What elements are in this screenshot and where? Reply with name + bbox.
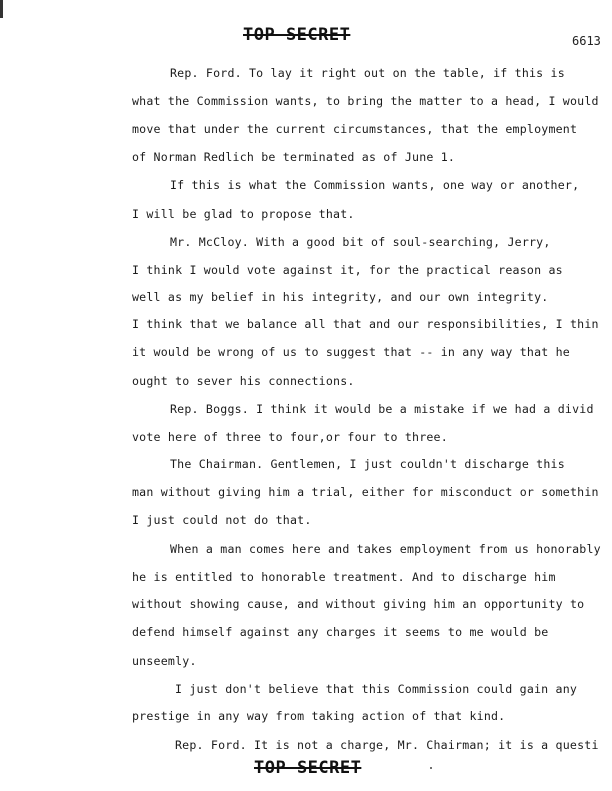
body-line: well as my belief in his integrity, and our own integrity.	[132, 290, 549, 304]
body-line: When a man comes here and takes employment from us honorably	[170, 542, 601, 556]
body-line: Rep. Ford. To lay it right out on the table, if this is	[170, 66, 565, 80]
page-number: 6613	[572, 34, 601, 48]
body-line: ought to sever his connections.	[132, 374, 355, 388]
body-line: what the Commission wants, to bring the matter to a head, I would	[132, 94, 599, 108]
body-line: man without giving him a trial, either for misconduct or somethin	[132, 485, 599, 499]
top-classification-stamp: TOP SECRET	[243, 25, 351, 45]
body-line: he is entitled to honorable treatment. And to discharge him	[132, 570, 556, 584]
body-line: it would be wrong of us to suggest that -- in any way that he	[132, 345, 570, 359]
body-line: move that under the current circumstances, that the employment	[132, 122, 578, 136]
body-line: Rep. Ford. It is not a charge, Mr. Chairman; it is a questi	[175, 738, 599, 752]
body-line: Mr. McCloy. With a good bit of soul-searching, Jerry,	[170, 235, 551, 249]
body-line: defend himself against any charges it seems to me would be	[132, 625, 549, 639]
body-line: I will be glad to propose that.	[132, 207, 355, 221]
body-line: The Chairman. Gentlemen, I just couldn't discharge this	[170, 457, 565, 471]
body-line: I think that we balance all that and our responsibilities, I thin	[132, 317, 599, 331]
body-line: If this is what the Commission wants, one way or another,	[170, 178, 580, 192]
scan-speck	[430, 767, 432, 769]
body-line: prestige in any way from taking action of that kind.	[132, 709, 506, 723]
body-line: unseemly.	[132, 654, 197, 668]
body-line: of Norman Redlich be terminated as of June 1.	[132, 150, 456, 164]
bottom-classification-stamp: TOP SECRET	[254, 758, 362, 778]
body-line: vote here of three to four,or four to three.	[132, 430, 448, 444]
body-line: I just could not do that.	[132, 513, 312, 527]
body-line: Rep. Boggs. I think it would be a mistake if we had a divid	[170, 402, 594, 416]
scan-margin-mark	[0, 0, 3, 18]
body-line: without showing cause, and without giving him an opportunity to	[132, 597, 585, 611]
body-line: I just don't believe that this Commission could gain any	[175, 682, 578, 696]
body-line: I think I would vote against it, for the practical reason as	[132, 263, 563, 277]
